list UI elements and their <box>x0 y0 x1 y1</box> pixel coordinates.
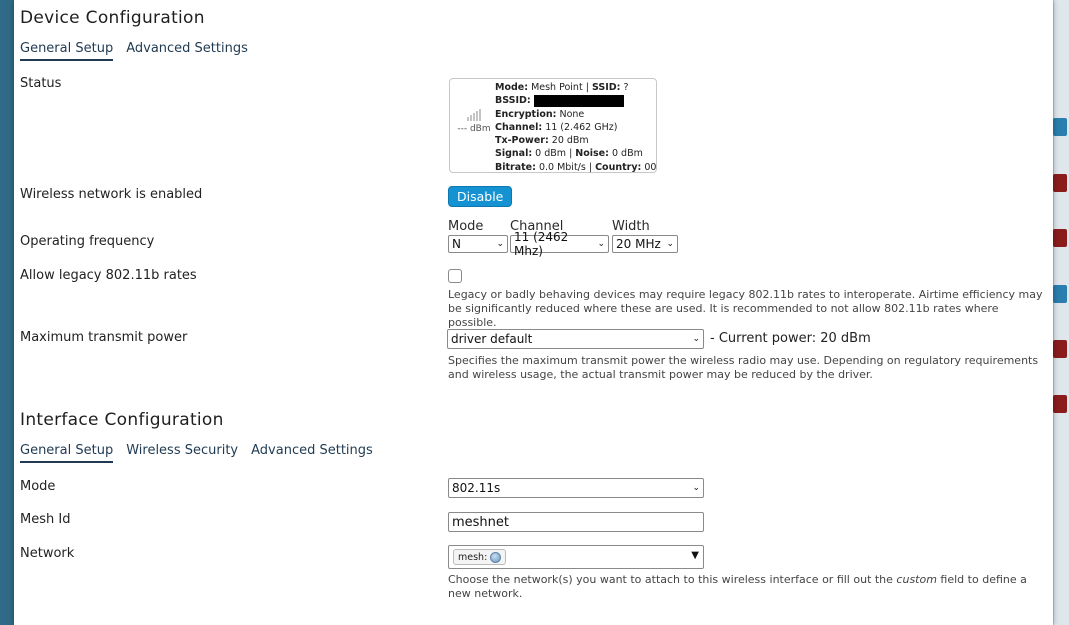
network-select[interactable] <box>448 545 704 569</box>
device-config-title: Device Configuration <box>20 8 205 28</box>
tab-iface-general-setup[interactable]: General Setup <box>20 443 113 463</box>
mesh-id-input[interactable]: meshnet <box>448 512 704 532</box>
signal-indicator <box>454 109 494 134</box>
chevron-down-icon: ⌄ <box>692 334 700 344</box>
mesh-id-label: Mesh Id <box>20 512 71 527</box>
tab-iface-advanced-settings[interactable]: Advanced Settings <box>251 443 373 458</box>
disable-button[interactable]: Disable <box>448 186 512 207</box>
background-button <box>1053 229 1067 247</box>
chevron-down-icon: ⌄ <box>692 483 700 493</box>
dropdown-arrow-icon: ▼ <box>691 550 699 561</box>
freq-width-select[interactable]: 20 MHz ⌄ <box>612 235 678 253</box>
network-help: Choose the network(s) you want to attach to this wireless interface or fill out the custom field to define a new network. <box>448 573 1027 600</box>
legacy-rates-checkbox[interactable] <box>448 269 462 283</box>
tab-wireless-security[interactable]: Wireless Security <box>126 443 239 458</box>
transmit-power-help: Specifies the maximum transmit power the wireless radio may use. Depending on regulatory requirements and wireless usage, the actual transmit power may be reduced by the driver. <box>448 354 1039 381</box>
signal-bars-icon <box>454 109 494 121</box>
status-details: Mode: Mesh Point | SSID: ? BSSID: Encryption: None Channel: 11 (2.462 GHz) Tx-Power: 20 dBm Signal: 0 dBm | Noise: 0 dBm Bitrate: 0.0 Mbit/s | Country: 00 <box>495 82 657 173</box>
freq-channel-select[interactable]: 11 (2462 Mhz) ⌄ <box>510 235 609 253</box>
status-panel <box>449 78 657 173</box>
legacy-rates-help: Legacy or badly behaving devices may require legacy 802.11b rates to interoperate. Airtime efficiency may be significantly reduced where these are used. It is recommended to not allow 802.11b rates where possible. <box>448 288 1043 329</box>
tab-general-setup[interactable]: General Setup <box>20 41 113 61</box>
max-transmit-power-label: Maximum transmit power <box>20 330 188 345</box>
network-label: Network <box>20 546 75 561</box>
background-sidebar <box>0 0 14 625</box>
iface-mode-label: Mode <box>20 479 56 494</box>
freq-mode-select[interactable]: N ⌄ <box>448 235 508 253</box>
freq-channel-column <box>510 219 609 258</box>
bssid-redacted <box>534 95 624 107</box>
status-label: Status <box>20 76 62 91</box>
background-button <box>1053 340 1067 358</box>
background-page-edge <box>1053 0 1069 625</box>
signal-dbm: --- dBm <box>457 124 491 134</box>
freq-channel-label: Channel <box>510 219 564 234</box>
freq-width-column <box>612 219 678 253</box>
tab-advanced-settings[interactable]: Advanced Settings <box>126 41 248 56</box>
background-button <box>1053 285 1067 303</box>
background-button <box>1053 118 1067 136</box>
background-button <box>1053 174 1067 192</box>
legacy-rates-label: Allow legacy 802.11b rates <box>20 268 197 283</box>
chevron-down-icon: ⌄ <box>496 239 504 249</box>
background-button <box>1053 395 1067 413</box>
transmit-power-select[interactable]: driver default ⌄ <box>447 329 704 349</box>
freq-mode-label: Mode <box>448 219 484 234</box>
current-power-note: - Current power: 20 dBm <box>710 331 871 346</box>
network-globe-icon <box>490 552 501 563</box>
network-badge: mesh: <box>453 549 506 565</box>
chevron-down-icon: ⌄ <box>666 239 674 249</box>
freq-width-label: Width <box>612 219 650 234</box>
iface-mode-select[interactable]: 802.11s ⌄ <box>448 478 704 498</box>
interface-config-tabs <box>20 443 373 463</box>
device-config-tabs <box>20 41 248 61</box>
wireless-config-modal <box>14 0 1053 625</box>
freq-mode-column <box>448 219 508 253</box>
wireless-enabled-label: Wireless network is enabled <box>20 187 203 202</box>
interface-config-title: Interface Configuration <box>20 410 224 430</box>
chevron-down-icon: ⌄ <box>597 239 605 249</box>
operating-frequency-label: Operating frequency <box>20 234 155 249</box>
